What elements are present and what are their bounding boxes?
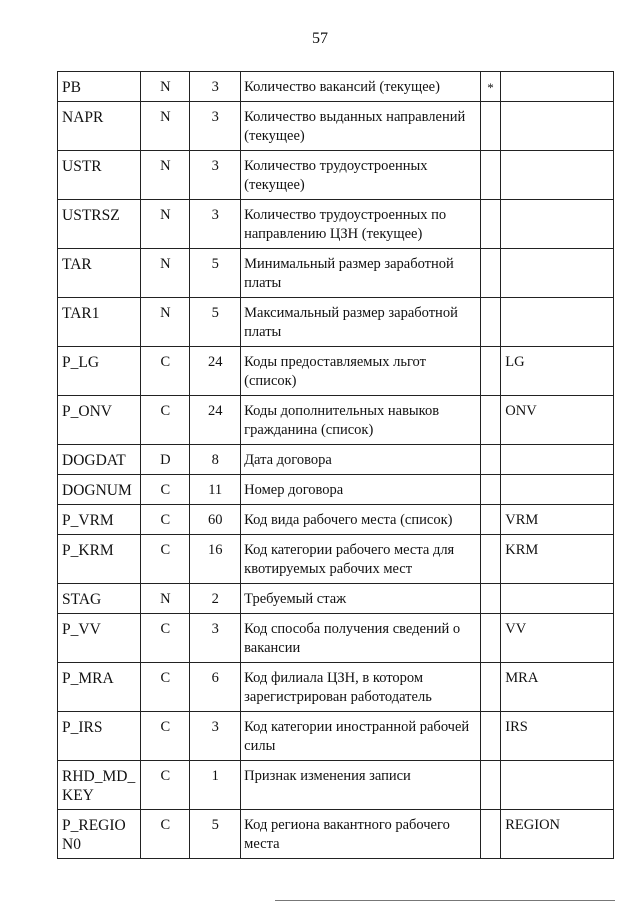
table-row [58,663,614,712]
field-length-cell: 11 [190,475,241,505]
table-row [58,535,614,584]
field-length-cell: 8 [190,445,241,475]
field-type-cell: D [141,445,190,475]
field-length-cell: 24 [190,396,241,445]
field-type-cell: C [141,347,190,396]
field-flag-cell [480,663,501,712]
field-description-cell: Минимальный размер заработной платы [241,249,481,298]
field-length-cell: 3 [190,712,241,761]
field-length-cell: 60 [190,505,241,535]
field-flag-cell [480,396,501,445]
field-length-cell: 3 [190,72,241,102]
table-row [58,72,614,102]
field-flag-cell: * [480,72,501,102]
field-type-cell: N [141,151,190,200]
field-flag-cell [480,475,501,505]
field-type-cell: C [141,505,190,535]
field-flag-cell [480,505,501,535]
field-length-cell: 2 [190,584,241,614]
table-row [58,396,614,445]
field-flag-cell [480,584,501,614]
field-reference-cell: VRM [501,505,614,535]
field-flag-cell [480,298,501,347]
table-row [58,505,614,535]
field-reference-cell [501,72,614,102]
field-name-cell: P_MRA [58,663,141,712]
field-flag-cell [480,614,501,663]
field-type-cell: C [141,614,190,663]
table-row [58,584,614,614]
table-body [58,72,614,859]
field-description-cell: Код региона вакантного рабочего места [241,810,481,859]
field-name-cell: P_LG [58,347,141,396]
field-length-cell: 3 [190,200,241,249]
field-description-cell: Коды дополнительных навыков гражданина (список) [241,396,481,445]
field-description-cell: Дата договора [241,445,481,475]
field-name-cell: USTRSZ [58,200,141,249]
field-name-cell: P_REGION0 [58,810,141,859]
field-reference-cell [501,475,614,505]
field-type-cell: N [141,249,190,298]
field-type-cell: C [141,535,190,584]
field-reference-cell: KRM [501,535,614,584]
field-length-cell: 3 [190,151,241,200]
field-flag-cell [480,102,501,151]
field-description-cell: Количество трудоустроенных по направлению ЦЗН (текущее) [241,200,481,249]
page-bottom-rule [275,900,615,901]
field-type-cell: N [141,72,190,102]
field-name-cell: P_KRM [58,535,141,584]
table-row [58,347,614,396]
field-reference-cell [501,298,614,347]
field-type-cell: C [141,712,190,761]
field-type-cell: C [141,396,190,445]
field-length-cell: 5 [190,810,241,859]
field-flag-cell [480,151,501,200]
field-name-cell: P_VRM [58,505,141,535]
field-reference-cell [501,102,614,151]
field-name-cell: P_ONV [58,396,141,445]
table-row [58,712,614,761]
table-row [58,761,614,810]
field-name-cell: NAPR [58,102,141,151]
field-length-cell: 3 [190,102,241,151]
field-name-cell: DOGDAT [58,445,141,475]
field-description-cell: Код категории иностранной рабочей силы [241,712,481,761]
field-reference-cell: VV [501,614,614,663]
field-definitions-table [57,71,614,859]
table-row [58,200,614,249]
field-reference-cell [501,761,614,810]
field-name-cell: STAG [58,584,141,614]
field-flag-cell [480,445,501,475]
field-length-cell: 6 [190,663,241,712]
field-flag-cell [480,249,501,298]
field-type-cell: N [141,200,190,249]
field-name-cell: RHD_MD_KEY [58,761,141,810]
table-row [58,614,614,663]
field-length-cell: 1 [190,761,241,810]
page-number: 57 [312,30,328,47]
table-row [58,298,614,347]
field-reference-cell: REGION [501,810,614,859]
field-length-cell: 16 [190,535,241,584]
field-flag-cell [480,347,501,396]
table-row [58,810,614,859]
field-name-cell: P_IRS [58,712,141,761]
field-reference-cell: LG [501,347,614,396]
field-flag-cell [480,712,501,761]
field-description-cell: Количество трудоустроенных (текущее) [241,151,481,200]
field-reference-cell: ONV [501,396,614,445]
field-name-cell: TAR1 [58,298,141,347]
table-row [58,249,614,298]
field-type-cell: N [141,102,190,151]
field-name-cell: USTR [58,151,141,200]
field-description-cell: Код категории рабочего места для квотируемых рабочих мест [241,535,481,584]
field-type-cell: C [141,475,190,505]
field-flag-cell [480,761,501,810]
field-reference-cell [501,249,614,298]
field-flag-cell [480,810,501,859]
field-reference-cell: IRS [501,712,614,761]
field-name-cell: TAR [58,249,141,298]
field-reference-cell [501,151,614,200]
field-name-cell: PB [58,72,141,102]
field-length-cell: 3 [190,614,241,663]
table-row [58,102,614,151]
field-name-cell: P_VV [58,614,141,663]
field-type-cell: C [141,663,190,712]
table-row [58,151,614,200]
field-flag-cell [480,535,501,584]
field-type-cell: C [141,810,190,859]
field-length-cell: 5 [190,298,241,347]
field-type-cell: C [141,761,190,810]
field-length-cell: 24 [190,347,241,396]
field-description-cell: Код вида рабочего места (список) [241,505,481,535]
field-description-cell: Признак изменения записи [241,761,481,810]
field-description-cell: Коды предоставляемых льгот (список) [241,347,481,396]
field-flag-cell [480,200,501,249]
field-reference-cell [501,200,614,249]
table-row [58,445,614,475]
field-description-cell: Номер договора [241,475,481,505]
field-description-cell: Код способа получения сведений о вакансии [241,614,481,663]
field-type-cell: N [141,584,190,614]
field-name-cell: DOGNUM [58,475,141,505]
field-description-cell: Требуемый стаж [241,584,481,614]
field-description-cell: Код филиала ЦЗН, в котором зарегистрирован работодатель [241,663,481,712]
field-type-cell: N [141,298,190,347]
field-description-cell: Количество выданных направлений (текущее) [241,102,481,151]
table-row [58,475,614,505]
field-description-cell: Количество вакансий (текущее) [241,72,481,102]
field-reference-cell [501,584,614,614]
field-description-cell: Максимальный размер заработной платы [241,298,481,347]
field-reference-cell [501,445,614,475]
field-reference-cell: MRA [501,663,614,712]
field-length-cell: 5 [190,249,241,298]
